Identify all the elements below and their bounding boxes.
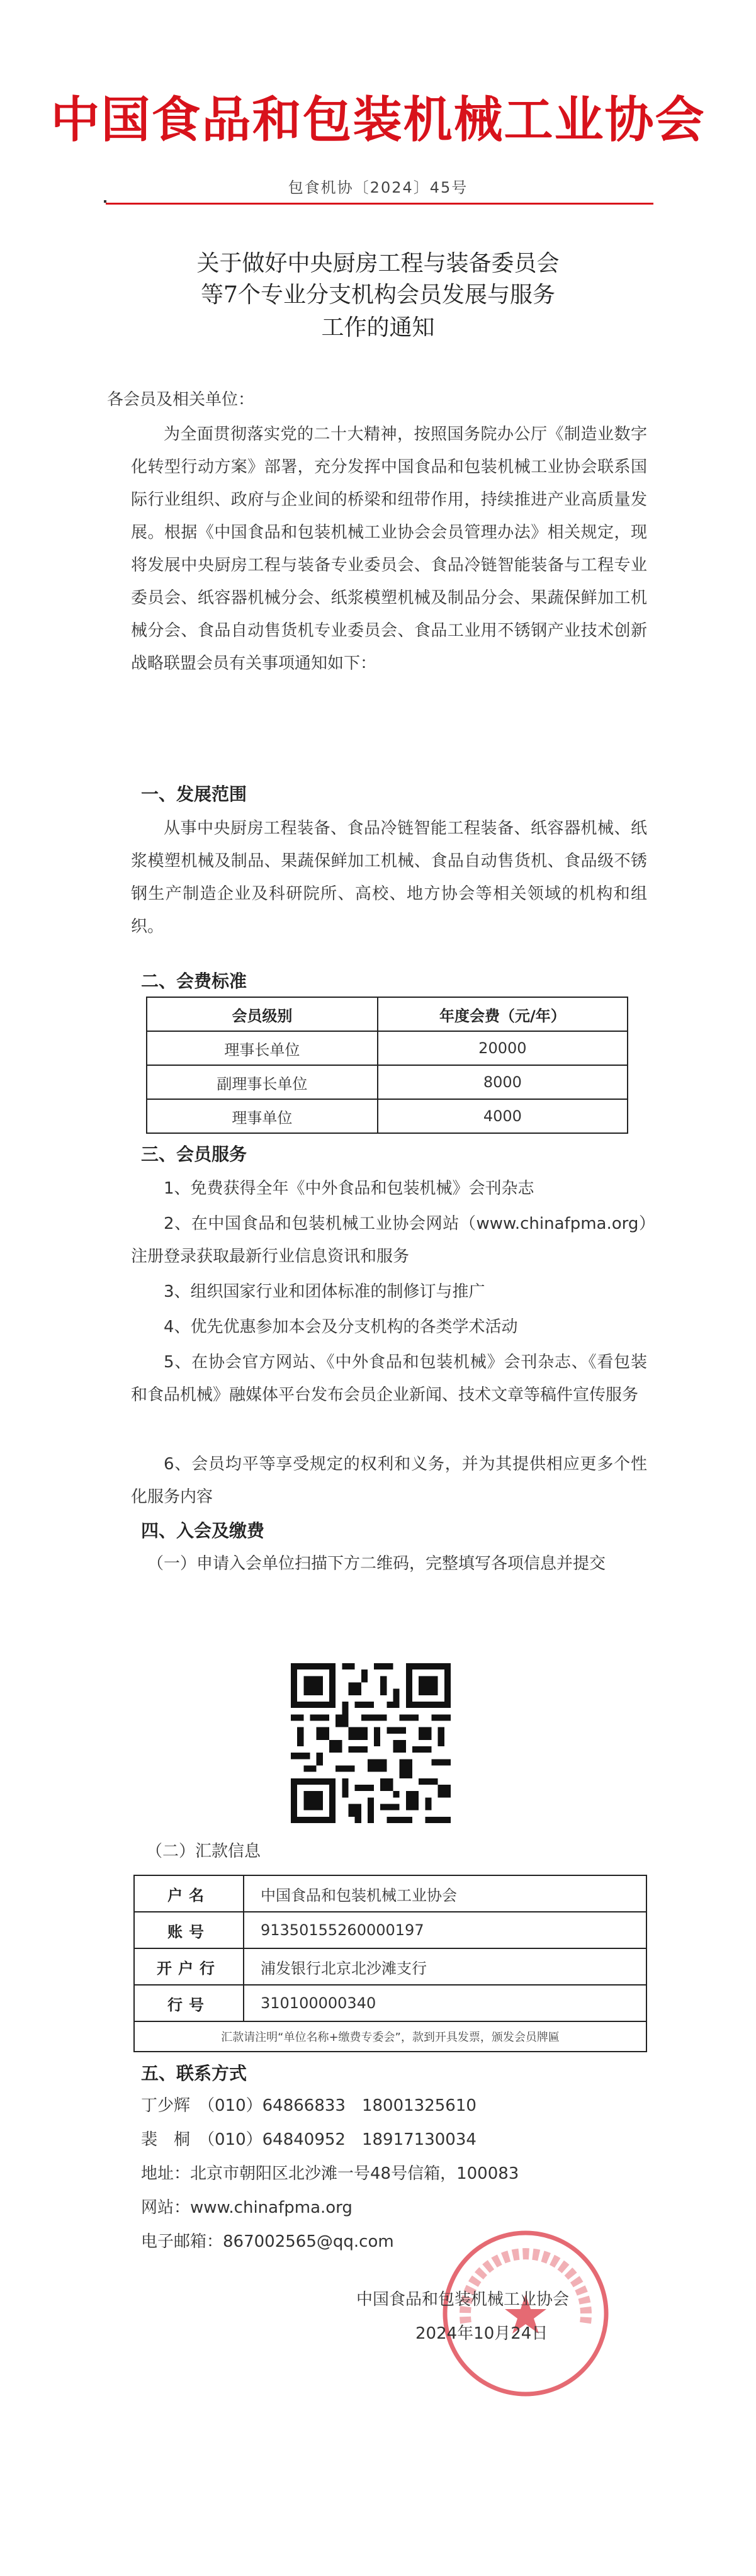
bank-note: 汇款请注明“单位名称+缴费专委会”，款到开具发票，颁发会员牌匾 bbox=[134, 2021, 646, 2052]
service-heading: 三、会员服务 bbox=[141, 1144, 247, 1165]
document-number: 包食机协〔2024〕45号 bbox=[288, 179, 468, 196]
service-item: 4、优先优惠参加本会及分支机构的各类学术活动 bbox=[164, 1318, 518, 1336]
table-row bbox=[134, 1912, 646, 1948]
contact-email[interactable]: 电子邮箱：867002565@qq.com bbox=[141, 2232, 394, 2251]
bank-value: 浦发银行北京北沙滩支行 bbox=[244, 1948, 646, 1985]
contact-person: 裴 桐 （010）64840952 18917130034 bbox=[141, 2130, 477, 2149]
title-line-2: 等7个专业分支机构会员发展与服务 bbox=[201, 282, 555, 308]
scope-heading: 一、发展范围 bbox=[141, 784, 247, 805]
salutation: 各会员及相关单位： bbox=[107, 390, 255, 409]
table-row bbox=[147, 1099, 628, 1133]
service-item: 3、组织国家行业和团体标准的制修订与推广 bbox=[164, 1282, 485, 1301]
fee-amount: 20000 bbox=[378, 1031, 628, 1065]
org-masthead: 中国食品和包装机械工业协会 bbox=[50, 92, 706, 149]
fee-heading: 二、会费标准 bbox=[141, 971, 247, 991]
scope-text: 从事中央厨房工程装备、食品冷链智能工程装备、纸容器机械、纸浆模塑机械及制品、果蔬保鲜加工机械、食品自动售货机、食品级不锈钢生产制造企业及科研院所、高校、地方协会等相关领域的机构和组织。 bbox=[131, 819, 647, 936]
join-heading: 四、入会及缴费 bbox=[141, 1520, 265, 1541]
title-line-1: 关于做好中央厨房工程与装备委员会 bbox=[196, 251, 560, 276]
fee-level: 副理事长单位 bbox=[147, 1065, 378, 1099]
fee-header-level: 会员级别 bbox=[147, 997, 378, 1031]
fee-table-header bbox=[147, 997, 628, 1031]
contact-website[interactable]: 网站：www.chinafpma.org bbox=[141, 2198, 353, 2217]
fee-header-amount: 年度会费（元/年） bbox=[378, 997, 628, 1031]
service-item: 5、在协会官方网站、《中外食品和包装机械》会刊杂志、《看包装和食品机械》融媒体平台发布会员企业新闻、技术文章等稿件宣传服务 bbox=[131, 1353, 647, 1404]
fee-level: 理事单位 bbox=[147, 1099, 378, 1133]
signature-org: 中国食品和包装机械工业协会 bbox=[356, 2290, 570, 2309]
table-row bbox=[134, 2021, 646, 2052]
bank-label: 户名 bbox=[134, 1875, 244, 1912]
bank-table bbox=[133, 1875, 647, 2052]
service-item: 2、在中国食品和包装机械工业协会网站（www.chinafpma.org）注册登录获取最新行业信息资讯和服务 bbox=[131, 1214, 647, 1266]
signature-date: 2024年10月24日 bbox=[415, 2324, 548, 2343]
bank-label: 账号 bbox=[134, 1912, 244, 1948]
title-line-3: 工作的通知 bbox=[321, 315, 435, 341]
qr-code-image[interactable] bbox=[291, 1663, 451, 1823]
fee-amount: 4000 bbox=[378, 1099, 628, 1133]
bank-label: 行号 bbox=[134, 1985, 244, 2021]
fee-amount: 8000 bbox=[378, 1065, 628, 1099]
intro-paragraph: 为全面贯彻落实党的二十大精神，按照国务院办公厅《制造业数字化转型行动方案》部署，充分发挥中国食品和包装机械工业协会联系国际行业组织、政府与企业间的桥梁和纽带作用，持续推进产业高质量发展。根据《中国食品和包装机械工业协会会员管理办法》相关规定，现将发展中央厨房工程与装备专业委员会、食品冷链智能装备与工程专业委员会、纸容器机械分会、纸浆模塑机械及制品分会、果蔬保鲜加工机械分会、食品自动售货机专业委员会、食品工业用不锈钢产业技术创新战略联盟会员有关事项通知如下： bbox=[131, 425, 647, 673]
join-step-1: （一）申请入会单位扫描下方二维码，完整填写各项信息并提交 bbox=[147, 1554, 606, 1573]
bank-label: 开户行 bbox=[134, 1948, 244, 1985]
table-row bbox=[134, 1948, 646, 1985]
bank-value: 91350155260000197 bbox=[244, 1912, 646, 1948]
red-divider bbox=[106, 203, 653, 205]
fee-table bbox=[146, 997, 628, 1134]
contact-person: 丁少辉 （010）64866833 18001325610 bbox=[141, 2096, 477, 2115]
table-row bbox=[134, 1875, 646, 1912]
bank-value: 310100000340 bbox=[244, 1985, 646, 2021]
contact-address: 地址：北京市朝阳区北沙滩一号48号信箱，100083 bbox=[141, 2164, 519, 2183]
join-step-2: （二）汇款信息 bbox=[146, 1842, 261, 1861]
contact-heading: 五、联系方式 bbox=[141, 2063, 247, 2084]
table-row bbox=[147, 1065, 628, 1099]
table-row bbox=[134, 1985, 646, 2021]
bank-value: 中国食品和包装机械工业协会 bbox=[244, 1875, 646, 1912]
service-item: 1、免费获得全年《中外食品和包装机械》会刊杂志 bbox=[164, 1179, 534, 1198]
service-item: 6、会员均平等享受规定的权利和义务，并为其提供相应更多个性化服务内容 bbox=[131, 1455, 647, 1506]
table-row bbox=[147, 1031, 628, 1065]
fee-level: 理事长单位 bbox=[147, 1031, 378, 1065]
